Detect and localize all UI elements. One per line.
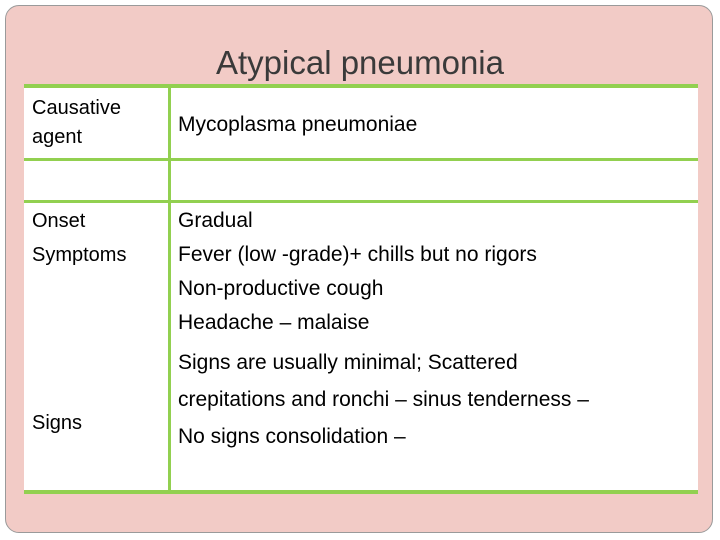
label-line: Onset [32, 210, 86, 232]
slide [5, 5, 713, 533]
value-line: Headache – malaise [178, 311, 370, 334]
label-line: Causative [32, 97, 121, 119]
table-border-bottom [24, 490, 698, 494]
value-line: Non-productive cough [178, 277, 384, 300]
row-value-causative-agent [178, 108, 417, 142]
table-border-top [24, 84, 698, 88]
row-label-causative-agent [32, 94, 121, 152]
value-line: Mycoplasma pneumoniae [178, 113, 418, 136]
slide-title: Atypical pneumonia [215, 44, 504, 81]
row-value-signs [178, 344, 589, 455]
table-divider [24, 200, 698, 203]
label-line: agent [32, 126, 83, 148]
table-column-divider [168, 84, 171, 494]
row-value-onset-symptoms [178, 204, 537, 340]
value-line: Signs are usually minimal; Scattered [178, 351, 518, 374]
content-table [24, 84, 698, 494]
value-line: Fever (low -grade)+ chills but no rigors [178, 243, 537, 266]
row-label-signs [32, 406, 82, 440]
value-line: crepitations and ronchi – sinus tenderness – [178, 388, 589, 411]
label-line: Symptoms [32, 244, 127, 266]
value-line: Gradual [178, 209, 253, 232]
row-label-onset-symptoms [32, 204, 126, 272]
table-divider [24, 158, 698, 161]
value-line: No signs consolidation – [178, 425, 406, 448]
label-line: Signs [32, 412, 83, 434]
